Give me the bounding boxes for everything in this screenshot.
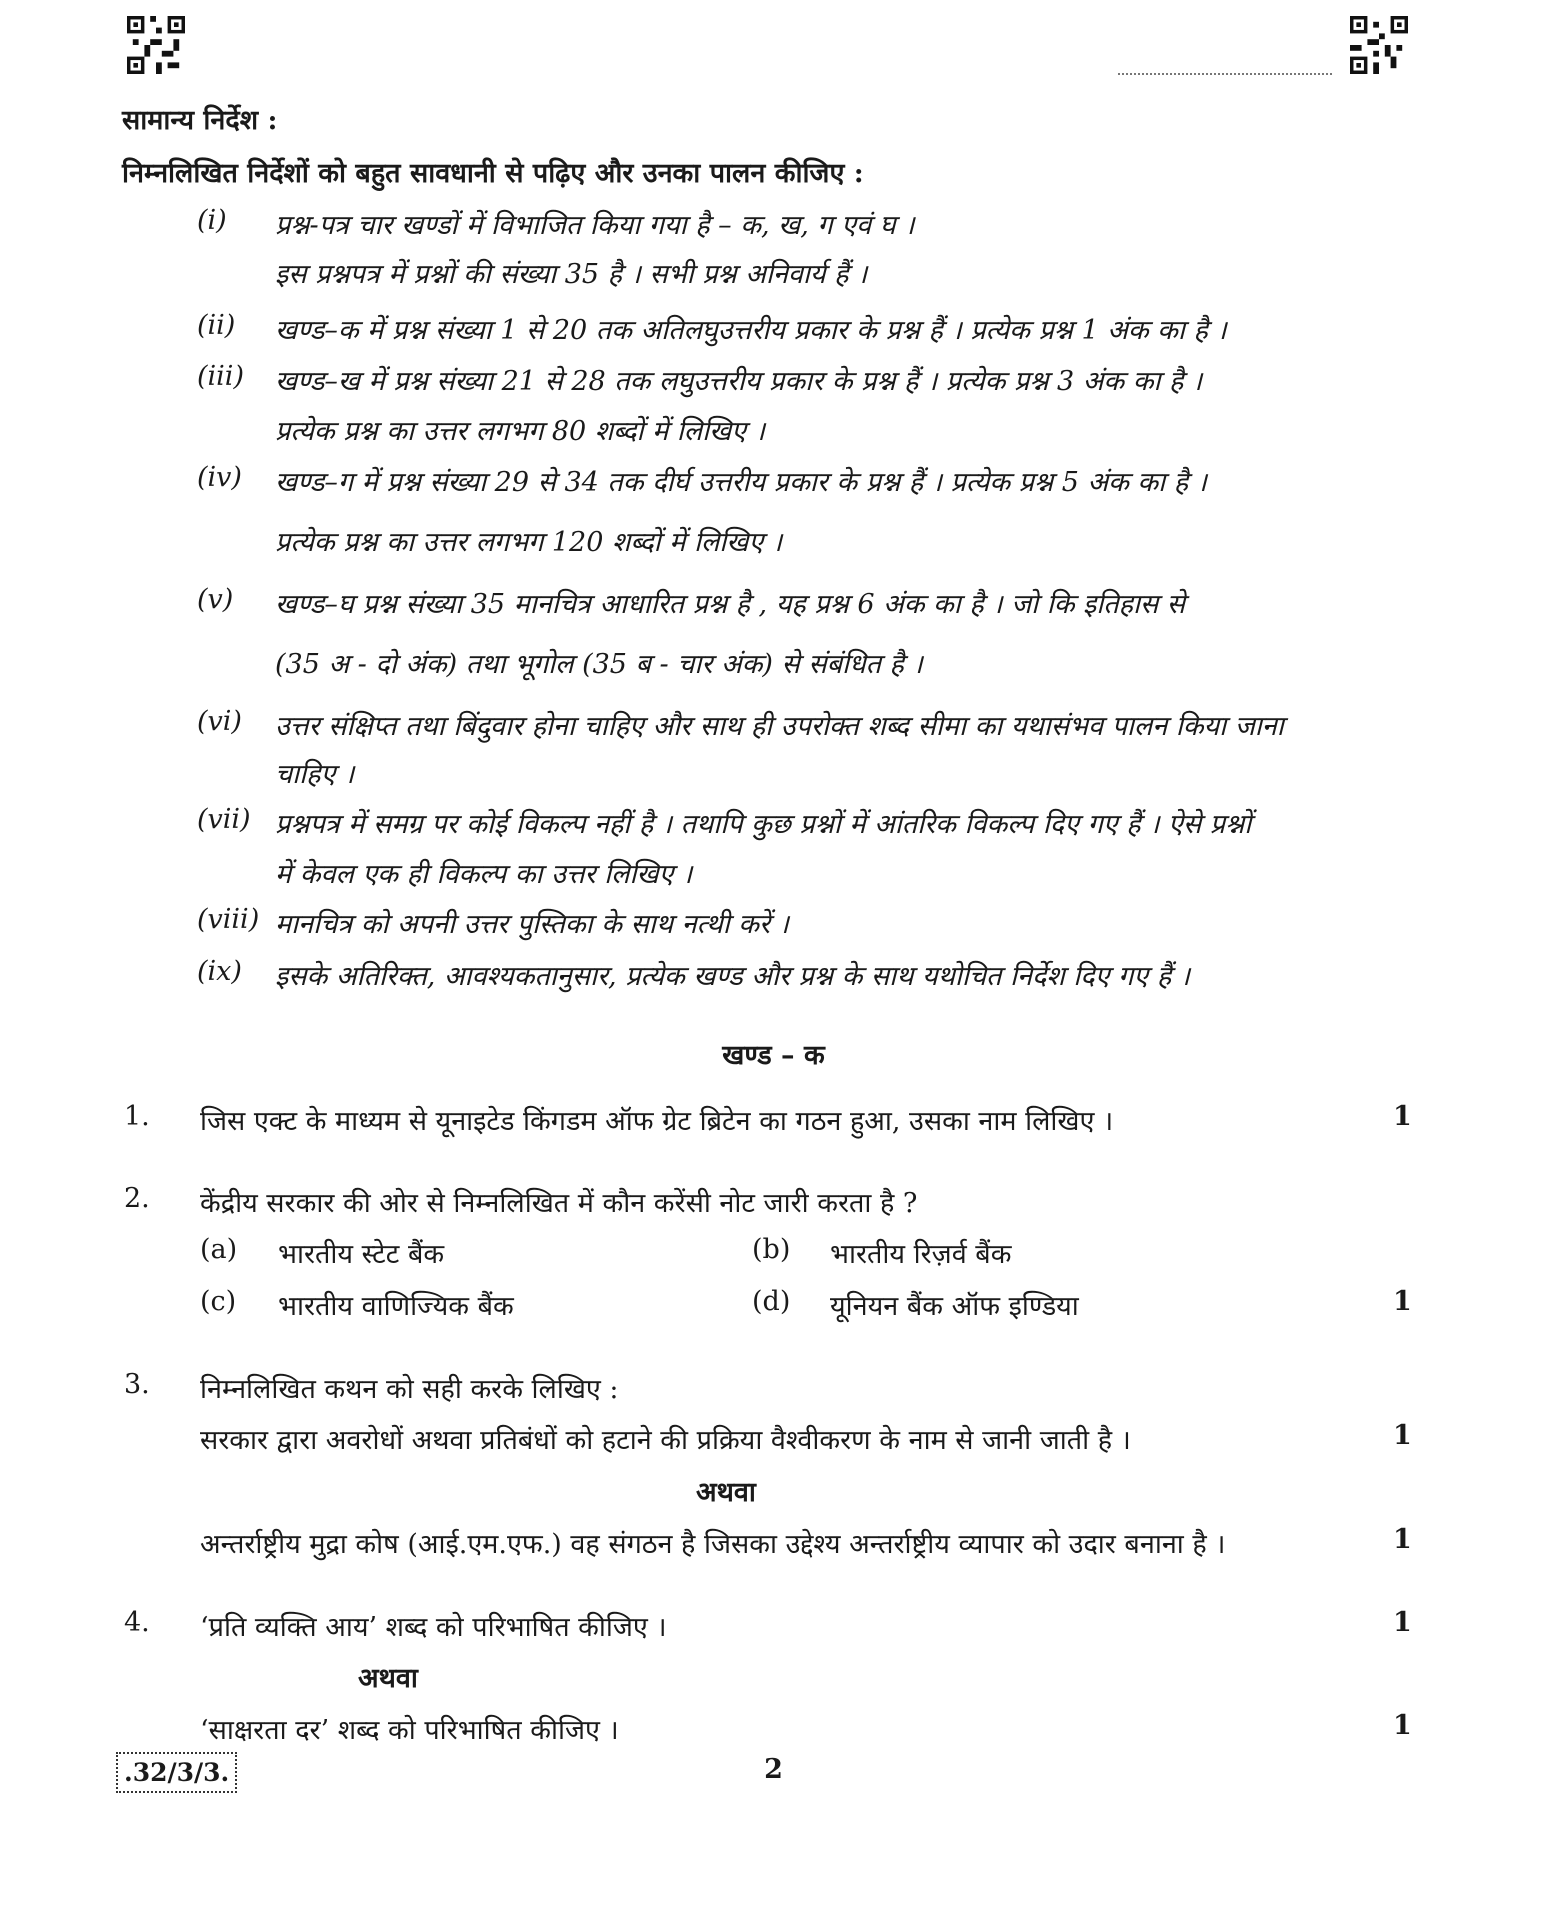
instruction-number: (iii)	[197, 361, 244, 392]
instruction-text: मानचित्र को अपनी उत्तर पुस्तिका के साथ नत्थी करें ।	[275, 909, 789, 940]
page-number: 2	[764, 1754, 783, 1785]
paper-code: .32/3/3.	[116, 1752, 237, 1793]
section-title: खण्ड – क	[722, 1040, 825, 1071]
option-label: (c)	[200, 1286, 237, 1317]
question-number: 1.	[124, 1101, 150, 1132]
instruction-text: खण्ड–क में प्रश्न संख्या 1 से 20 तक अतिलघुउत्तरीय प्रकार के प्रश्न हैं । प्रत्येक प्रश्न 1 अंक का है ।	[275, 315, 1227, 346]
option-text: यूनियन बैंक ऑफ इण्डिया	[830, 1291, 1079, 1322]
instruction-text: खण्ड–ख में प्रश्न संख्या 21 से 28 तक लघुउत्तरीय प्रकार के प्रश्न हैं । प्रत्येक प्रश्न 3 अंक का है ।	[275, 366, 1203, 397]
question-number: 2.	[124, 1183, 150, 1214]
instruction-number: (vi)	[197, 706, 242, 737]
instruction-number: (ix)	[197, 956, 242, 987]
instruction-number: (ii)	[197, 310, 236, 341]
instruction-text: प्रश्नपत्र में समग्र पर कोई विकल्प नहीं है । तथापि कुछ प्रश्नों में आंतरिक विकल्प दिए गए हैं । ऐसे प्रश्नों	[275, 809, 1252, 840]
question-text: जिस एक्ट के माध्यम से यूनाइटेड किंगडम ऑफ ग्रेट ब्रिटेन का गठन हुआ, उसका नाम लिखिए ।	[200, 1106, 1114, 1137]
question-number: 3.	[124, 1369, 150, 1400]
option-text: भारतीय स्टेट बैंक	[278, 1239, 445, 1270]
question-marks: 1	[1393, 1286, 1412, 1317]
or-label: अथवा	[358, 1663, 418, 1694]
instruction-text: इस प्रश्नपत्र में प्रश्नों की संख्या 35 है । सभी प्रश्न अनिवार्य हैं ।	[275, 259, 868, 290]
question-marks: 1	[1393, 1607, 1412, 1638]
question-statement: ‘साक्षरता दर’ शब्द को परिभाषित कीजिए ।	[200, 1715, 619, 1746]
instruction-number: (i)	[197, 205, 227, 236]
question-text: ‘प्रति व्यक्ति आय’ शब्द को परिभाषित कीजिए ।	[200, 1612, 667, 1643]
instruction-number: (v)	[197, 584, 234, 615]
general-instructions-title: सामान्य निर्देश :	[122, 105, 278, 136]
instruction-number: (iv)	[197, 462, 242, 493]
question-statement: अन्तर्राष्ट्रीय मुद्रा कोष (आई.एम.एफ.) वह संगठन है जिसका उद्देश्य अन्तर्राष्ट्रीय व्यापार को उदार बनाना है ।	[200, 1529, 1226, 1560]
instruction-text: खण्ड–ग में प्रश्न संख्या 29 से 34 तक दीर्घ उत्तरीय प्रकार के प्रश्न हैं । प्रत्येक प्रश्न 5 अंक का है ।	[275, 467, 1207, 498]
qr-code-icon	[127, 16, 185, 74]
question-text: निम्नलिखित कथन को सही करके लिखिए :	[200, 1374, 619, 1405]
instruction-text: खण्ड–घ प्रश्न संख्या 35 मानचित्र आधारित प्रश्न है , यह प्रश्न 6 अंक का है । जो कि इतिहास से	[275, 589, 1186, 620]
question-marks: 1	[1393, 1101, 1412, 1132]
instruction-text: प्रत्येक प्रश्न का उत्तर लगभग 80 शब्दों में लिखिए ।	[275, 416, 765, 447]
question-marks: 1	[1393, 1420, 1412, 1451]
question-number: 4.	[124, 1607, 150, 1638]
option-label: (a)	[200, 1234, 238, 1265]
instruction-text: में केवल एक ही विकल्प का उत्तर लिखिए ।	[275, 859, 693, 890]
option-label: (b)	[752, 1234, 791, 1265]
qr-code-icon	[1350, 16, 1408, 74]
roll-number-dotted-line	[1118, 73, 1332, 75]
instruction-text: प्रत्येक प्रश्न का उत्तर लगभग 120 शब्दों में लिखिए ।	[275, 527, 783, 558]
instruction-lead: निम्नलिखित निर्देशों को बहुत सावधानी से पढ़िए और उनका पालन कीजिए :	[122, 158, 864, 189]
option-text: भारतीय वाणिज्यिक बैंक	[278, 1291, 514, 1322]
instruction-text: चाहिए ।	[275, 759, 355, 790]
instruction-text: प्रश्न-पत्र चार खण्डों में विभाजित किया गया है – क, ख, ग एवं घ ।	[275, 210, 915, 241]
instruction-text: (35 अ - दो अंक) तथा भूगोल (35 ब - चार अंक) से संबंधित है ।	[275, 649, 923, 680]
question-statement: सरकार द्वारा अवरोधों अथवा प्रतिबंधों को हटाने की प्रक्रिया वैश्वीकरण के नाम से जानी जाती है ।	[200, 1425, 1131, 1456]
question-marks: 1	[1393, 1524, 1412, 1555]
instruction-number: (viii)	[197, 904, 260, 935]
option-label: (d)	[752, 1286, 791, 1317]
question-text: केंद्रीय सरकार की ओर से निम्नलिखित में कौन करेंसी नोट जारी करता है ?	[200, 1188, 918, 1219]
instruction-text: इसके अतिरिक्त, आवश्यकतानुसार, प्रत्येक खण्ड और प्रश्न के साथ यथोचित निर्देश दिए गए हैं ।	[275, 961, 1190, 992]
instruction-number: (vii)	[197, 804, 251, 835]
or-label: अथवा	[696, 1477, 756, 1508]
option-text: भारतीय रिज़र्व बैंक	[830, 1239, 1012, 1270]
question-marks: 1	[1393, 1710, 1412, 1741]
instruction-text: उत्तर संक्षिप्त तथा बिंदुवार होना चाहिए और साथ ही उपरोक्त शब्द सीमा का यथासंभव पालन किया जाना	[275, 711, 1284, 742]
